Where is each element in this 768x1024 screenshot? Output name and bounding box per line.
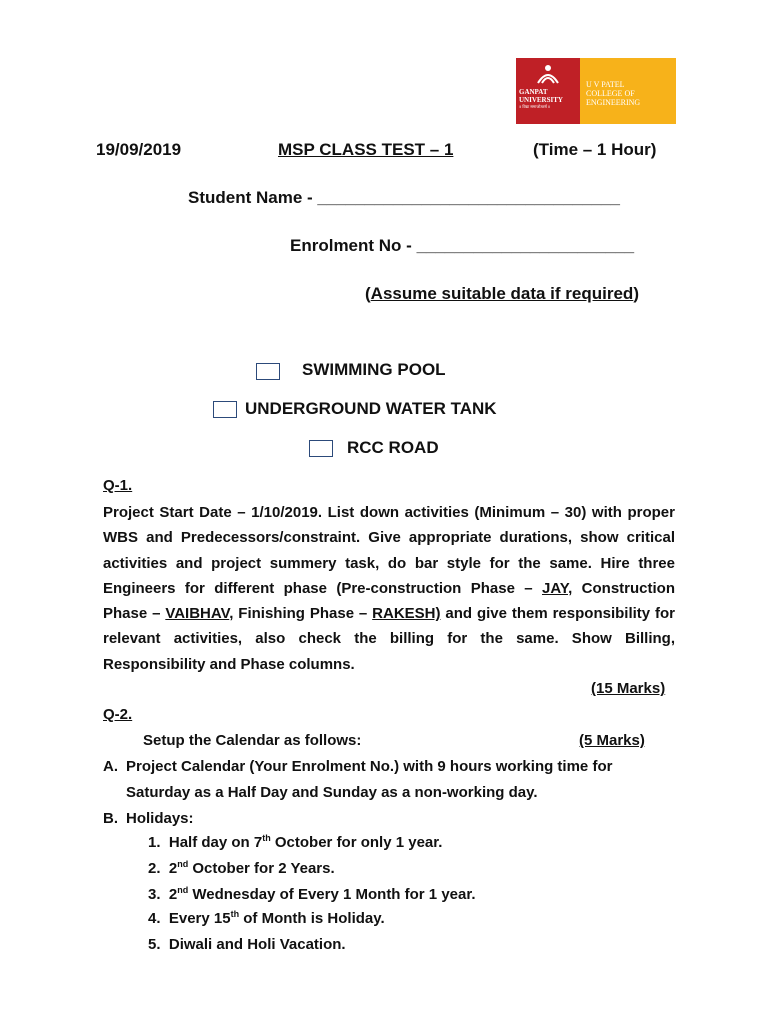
logo-college-line3: ENGINEERING	[586, 98, 641, 107]
holiday-number: 2.	[148, 860, 161, 877]
logo-university-line1: GANPAT	[519, 88, 548, 96]
item-a-line2: Saturday as a Half Day and Sunday as a non-working day.	[126, 784, 538, 801]
engineer-vaibhav: VAIBHAV	[165, 605, 230, 623]
holiday-number: 3.	[148, 886, 161, 903]
option-checkbox-underground-water-tank[interactable]	[213, 401, 237, 418]
logo-university-text	[519, 88, 577, 110]
logo-university-line2: UNIVERSITY	[519, 96, 563, 104]
holiday-number: 5.	[148, 936, 161, 953]
option-checkbox-swimming-pool[interactable]	[256, 363, 280, 380]
logo-yellow-panel	[580, 58, 676, 124]
engineer-jay: JAY,	[542, 579, 573, 597]
question-1-marks: (15 Marks)	[591, 680, 666, 697]
note-text: Assume suitable data if required	[370, 284, 634, 303]
assumption-note	[365, 284, 639, 304]
holiday-text: 2	[168, 886, 178, 903]
holiday-text: Every 15	[168, 910, 231, 927]
logo-red-panel	[516, 58, 580, 124]
test-title: MSP CLASS TEST – 1	[278, 140, 454, 159]
holiday-superscript: th	[230, 909, 240, 919]
student-name-field	[188, 188, 620, 208]
option-underground-water-tank: UNDERGROUND WATER TANK	[245, 399, 497, 418]
logo-college-line1: U V PATEL	[586, 80, 625, 89]
college-logo	[516, 58, 676, 124]
item-b-text: Holidays:	[126, 810, 194, 827]
student-name-blank: ________________________________	[317, 188, 620, 207]
item-b-letter: B.	[103, 810, 118, 827]
logo-college-text	[586, 80, 672, 107]
holiday-number: 4.	[148, 910, 161, 927]
option-rcc-road: RCC ROAD	[347, 438, 439, 457]
q1-text-part4: and give them responsibility for relevant activities, also check the billing for the same. Show Billing, Responsibility and Phase columns.	[103, 605, 676, 673]
holiday-text: Half day on 7	[168, 834, 263, 851]
option-swimming-pool: SWIMMING POOL	[302, 360, 446, 379]
student-name-label: Student Name -	[188, 188, 318, 207]
enrolment-blank: _______________________	[416, 236, 635, 255]
test-date: 19/09/2019	[96, 140, 182, 159]
item-a-line1: Project Calendar (Your Enrolment No.) with 9 hours working time for	[126, 758, 613, 775]
holiday-item	[148, 936, 346, 953]
q1-text-part3: , Finishing Phase –	[229, 605, 373, 623]
q1-text-part1: Project Start Date – 1/10/2019. List down activities (Minimum – 30) with proper WBS and Predecessors/constraint. Give appropriate durations, show critical activities and project summery task, do bar style for the same. Hire three Engineers for different phase (Pre-construction Phase –	[103, 504, 675, 597]
note-close-paren: )	[633, 284, 639, 303]
question-2-intro: Setup the Calendar as follows:	[143, 732, 362, 749]
holiday-superscript: nd	[177, 885, 189, 895]
holiday-text-post: October for 2 Years.	[188, 860, 335, 877]
q1-text-part2: Construction Phase –	[103, 579, 676, 623]
holiday-text-post: October for only 1 year.	[270, 834, 443, 851]
note-open-paren: (	[365, 284, 371, 303]
holiday-text: 2	[168, 860, 178, 877]
engineer-rakesh: RAKESH)	[372, 605, 441, 623]
holiday-item	[148, 860, 335, 877]
question-1-label: Q-1.	[103, 477, 133, 494]
question-2-marks: (5 Marks)	[579, 732, 645, 749]
item-a-letter: A.	[103, 758, 118, 775]
university-seal-icon	[536, 63, 560, 85]
holiday-superscript: nd	[177, 859, 189, 869]
enrolment-label: Enrolment No -	[290, 236, 417, 255]
test-duration: (Time – 1 Hour)	[533, 140, 657, 159]
holiday-item	[148, 834, 442, 851]
holiday-text-post: of Month is Holiday.	[239, 910, 385, 927]
option-checkbox-rcc-road[interactable]	[309, 440, 333, 457]
holiday-item	[148, 886, 476, 903]
holiday-superscript: th	[262, 833, 271, 843]
logo-college-line2: COLLEGE OF	[586, 89, 635, 98]
holiday-text: Diwali and Holi Vacation.	[168, 936, 346, 953]
question-2-label: Q-2.	[103, 706, 133, 723]
holiday-number: 1.	[148, 834, 161, 851]
question-1-text	[103, 500, 675, 677]
enrolment-field	[290, 236, 634, 256]
holiday-item	[148, 910, 385, 927]
holiday-text-post: Wednesday of Every 1 Month for 1 year.	[188, 886, 476, 903]
logo-university-tagline: ॥ विद्या समाजोत्कर्ष ॥	[519, 104, 551, 109]
